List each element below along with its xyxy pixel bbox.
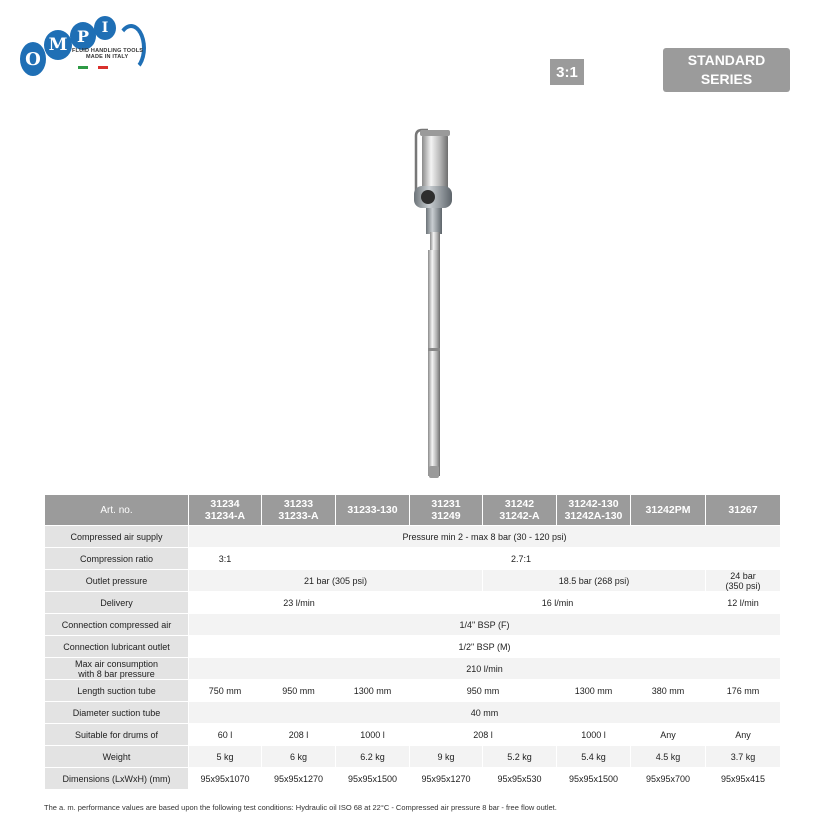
cell: 23 l/min [189, 592, 410, 614]
cell: 750 mm [189, 680, 262, 702]
logo-letter-o: O [20, 42, 46, 76]
row-label: Connection lubricant outlet [45, 636, 189, 658]
cell: 950 mm [262, 680, 336, 702]
cell: 1/4" BSP (F) [189, 614, 781, 636]
row-label: Outlet pressure [45, 570, 189, 592]
cell: 5.2 kg [483, 746, 557, 768]
header-label: Art. no. [45, 495, 189, 526]
cell: 1000 l [336, 724, 410, 746]
cell: 18.5 bar (268 psi) [483, 570, 706, 592]
header-row [45, 495, 781, 526]
italian-flag [78, 66, 108, 69]
column-header: 31233 31233-A [262, 495, 336, 526]
cell: 1300 mm [336, 680, 410, 702]
logo-tagline: FLUID HANDLING TOOLS MADE IN ITALY [72, 48, 144, 60]
column-header: 31267 [706, 495, 781, 526]
cell: Any [706, 724, 781, 746]
ratio-badge: 3:1 [550, 59, 584, 85]
row-label: Connection compressed air [45, 614, 189, 636]
cell: 95x95x700 [631, 768, 706, 790]
row-label: Weight [45, 746, 189, 768]
cell: 21 bar (305 psi) [189, 570, 483, 592]
cell: 95x95x530 [483, 768, 557, 790]
pump-image [400, 126, 460, 486]
table-row [45, 526, 781, 548]
cell: 95x95x1500 [336, 768, 410, 790]
cell: Pressure min 2 - max 8 bar (30 - 120 psi) [189, 526, 781, 548]
cell: 950 mm [410, 680, 557, 702]
row-label: Length suction tube [45, 680, 189, 702]
cell: 210 l/min [189, 658, 781, 680]
footnote: The a. m. performance values are based upon the following test conditions: Hydraulic oil ISO 68 at 22°C - Compressed air pressure 8 bar - free flow outlet. [44, 803, 557, 812]
table-row [45, 592, 781, 614]
table-row [45, 702, 781, 724]
cell: 1300 mm [557, 680, 631, 702]
cell: 95x95x1070 [189, 768, 262, 790]
row-label: Compression ratio [45, 548, 189, 570]
cell: 40 mm [189, 702, 781, 724]
table-row [45, 658, 781, 680]
cell: 16 l/min [410, 592, 706, 614]
logo-letter-i: I [94, 16, 116, 40]
column-header: 31242PM [631, 495, 706, 526]
cell: 24 bar (350 psi) [706, 570, 781, 592]
table-row [45, 724, 781, 746]
cell: 1/2" BSP (M) [189, 636, 781, 658]
table-row [45, 614, 781, 636]
row-label: Dimensions (LxWxH) (mm) [45, 768, 189, 790]
table-row [45, 636, 781, 658]
cell: 2.7:1 [262, 548, 781, 570]
column-header: 31242 31242-A [483, 495, 557, 526]
series-badge-line2: SERIES [700, 71, 753, 87]
row-label: Compressed air supply [45, 526, 189, 548]
cell: 6 kg [262, 746, 336, 768]
cell: 208 l [410, 724, 557, 746]
table-row [45, 768, 781, 790]
table-row [45, 570, 781, 592]
cell: 9 kg [410, 746, 483, 768]
cell: 12 l/min [706, 592, 781, 614]
series-badge-line1: STANDARD [687, 52, 766, 68]
cell: 60 l [189, 724, 262, 746]
cell: 95x95x415 [706, 768, 781, 790]
cell: 6.2 kg [336, 746, 410, 768]
cell: 95x95x1270 [410, 768, 483, 790]
cell: 3.7 kg [706, 746, 781, 768]
table-row [45, 548, 781, 570]
cell: Any [631, 724, 706, 746]
cell: 208 l [262, 724, 336, 746]
column-header: 31242-130 31242A-130 [557, 495, 631, 526]
row-label: Diameter suction tube [45, 702, 189, 724]
spec-table [44, 494, 781, 790]
column-header: 31231 31249 [410, 495, 483, 526]
row-label: Max air consumption with 8 bar pressure [45, 658, 189, 680]
cell: 1000 l [557, 724, 631, 746]
cell: 5 kg [189, 746, 262, 768]
row-label: Delivery [45, 592, 189, 614]
column-header: 31233-130 [336, 495, 410, 526]
cell: 95x95x1270 [262, 768, 336, 790]
logo-letter-p: P [70, 22, 96, 50]
cell: 3:1 [189, 548, 262, 570]
cell: 4.5 kg [631, 746, 706, 768]
cell: 176 mm [706, 680, 781, 702]
logo-letter-m: M [44, 30, 72, 60]
cell: 95x95x1500 [557, 768, 631, 790]
table-row [45, 746, 781, 768]
cell: 5.4 kg [557, 746, 631, 768]
table-row [45, 680, 781, 702]
column-header: 31234 31234-A [189, 495, 262, 526]
ompi-logo [16, 16, 146, 76]
row-label: Suitable for drums of [45, 724, 189, 746]
series-badge [663, 48, 790, 92]
cell: 380 mm [631, 680, 706, 702]
